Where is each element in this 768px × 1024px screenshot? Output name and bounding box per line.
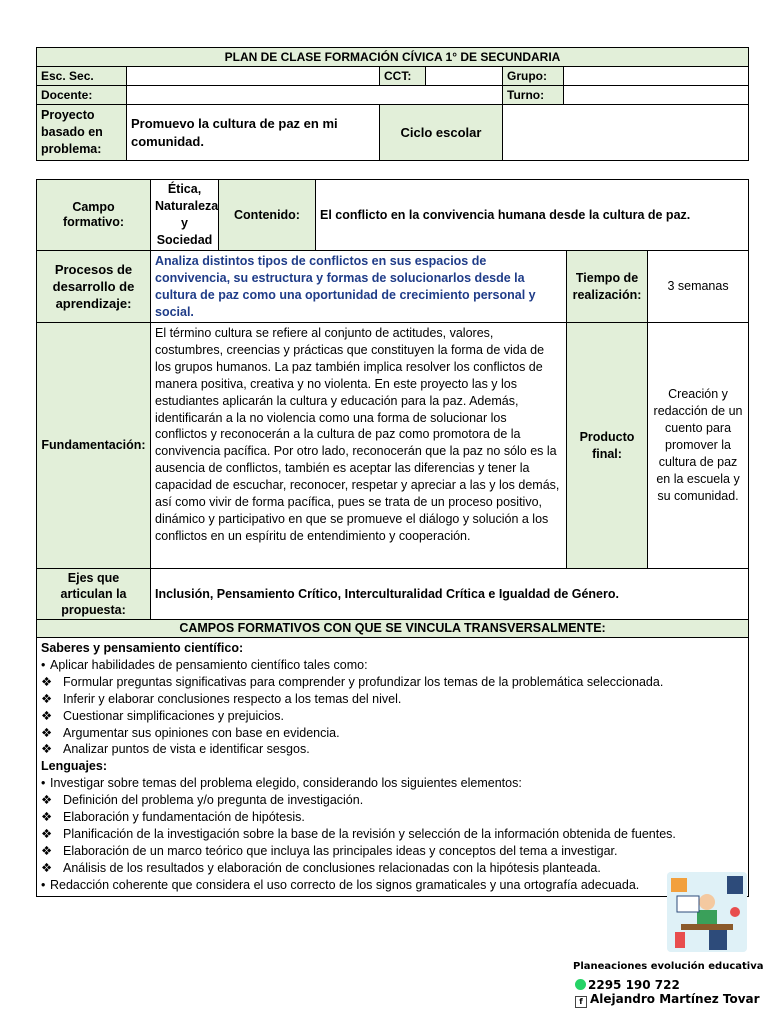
bullet-dot-icon: • bbox=[41, 877, 46, 892]
ciclo-field[interactable] bbox=[503, 105, 749, 161]
lenguajes-heading: Lenguajes: bbox=[41, 759, 107, 774]
plan-table bbox=[36, 179, 749, 897]
contenido-label: Contenido: bbox=[219, 180, 316, 251]
lenguajes-item bbox=[41, 843, 744, 860]
lenguajes-outro: Redacción coherente que considera el uso correcto de los signos gramaticales y una ortografía adecuada. bbox=[50, 877, 640, 892]
contenido-value: El conflicto en la convivencia humana desde la cultura de paz. bbox=[316, 180, 749, 251]
lenguajes-item-text: Elaboración de un marco teórico que incluya las principales ideas y conceptos del tema a investigar. bbox=[63, 843, 618, 858]
diamond-bullet-icon: ❖ bbox=[41, 742, 53, 757]
lenguajes-outro-line bbox=[41, 877, 744, 894]
grupo-label: Grupo: bbox=[503, 67, 564, 86]
saberes-item-text: Cuestionar simplificaciones y prejuicios. bbox=[63, 708, 284, 723]
classroom-illustration-icon bbox=[667, 872, 747, 952]
producto-value: Creación y redacción de un cuento para promover la cultura de paz en la escuela y su comunidad. bbox=[648, 323, 749, 569]
saberes-item-text: Analizar puntos de vista e identificar sesgos. bbox=[63, 742, 310, 757]
brand-name: Planeaciones evolución educativa bbox=[573, 961, 764, 972]
grupo-field[interactable] bbox=[564, 67, 749, 86]
saberes-item bbox=[41, 674, 744, 691]
diamond-bullet-icon: ❖ bbox=[41, 725, 53, 740]
tiempo-label: Tiempo de realización: bbox=[567, 251, 648, 323]
proyecto-value: Promuevo la cultura de paz en mi comunidad. bbox=[127, 105, 380, 161]
saberes-heading: Saberes y pensamiento científico: bbox=[41, 641, 244, 655]
saberes-item bbox=[41, 725, 744, 742]
lenguajes-item-text: Planificación de la investigación sobre la base de la revisión y selección de la información obtenida de fuentes. bbox=[63, 826, 676, 841]
campo-label: Campo formativo: bbox=[37, 180, 151, 251]
diamond-bullet-icon: ❖ bbox=[41, 691, 53, 706]
saberes-item-text: Argumentar sus opiniones con base en evidencia. bbox=[63, 725, 340, 740]
cct-label: CCT: bbox=[380, 67, 426, 86]
ciclo-label: Ciclo escolar bbox=[380, 105, 503, 161]
saberes-item-text: Formular preguntas significativas para comprender y profundizar los temas de la problemática seleccionada. bbox=[63, 674, 664, 689]
diamond-bullet-icon: ❖ bbox=[41, 793, 53, 808]
turno-field[interactable] bbox=[564, 86, 749, 105]
diamond-bullet-icon: ❖ bbox=[41, 708, 53, 723]
header-table bbox=[36, 47, 749, 161]
proyecto-label: Proyecto basado en problema: bbox=[37, 105, 127, 161]
diamond-bullet-icon: ❖ bbox=[41, 674, 53, 689]
facebook-icon: f bbox=[575, 996, 587, 1008]
saberes-intro-line bbox=[41, 657, 744, 674]
diamond-bullet-icon: ❖ bbox=[41, 826, 53, 841]
author-name: Alejandro Martínez Tovar bbox=[590, 992, 760, 1006]
author-line bbox=[575, 992, 760, 1008]
bullet-dot-icon: • bbox=[41, 776, 46, 791]
cct-field[interactable] bbox=[426, 67, 503, 86]
lenguajes-item bbox=[41, 809, 744, 826]
procesos-label: Procesos de desarrollo de aprendizaje: bbox=[37, 251, 151, 323]
esc-sec-label: Esc. Sec. bbox=[37, 67, 127, 86]
turno-label: Turno: bbox=[503, 86, 564, 105]
transversal-title: CAMPOS FORMATIVOS CON QUE SE VINCULA TRANSVERSALMENTE: bbox=[37, 620, 749, 638]
ejes-value: Inclusión, Pensamiento Crítico, Interculturalidad Crítica e Igualdad de Género. bbox=[151, 569, 749, 620]
phone-number: 2295 190 722 bbox=[588, 978, 680, 992]
phone-line bbox=[575, 978, 680, 992]
diamond-bullet-icon: ❖ bbox=[41, 810, 53, 825]
saberes-item bbox=[41, 741, 744, 758]
campo-value: Ética, Naturaleza y Sociedad bbox=[151, 180, 219, 251]
lenguajes-item-text: Definición del problema y/o pregunta de investigación. bbox=[63, 793, 364, 808]
lenguajes-item bbox=[41, 826, 744, 843]
producto-label: Producto final: bbox=[567, 323, 648, 569]
bullet-dot-icon: • bbox=[41, 657, 46, 672]
fundamentacion-label: Fundamentación: bbox=[37, 323, 151, 569]
ejes-label: Ejes que articulan la propuesta: bbox=[37, 569, 151, 620]
lenguajes-item-text: Análisis de los resultados y elaboración de conclusiones relacionadas con la hipótesis planteada. bbox=[63, 860, 601, 875]
docente-field[interactable] bbox=[127, 86, 503, 105]
plan-title: PLAN DE CLASE FORMACIÓN CÍVICA 1° DE SECUNDARIA bbox=[37, 48, 749, 67]
docente-label: Docente: bbox=[37, 86, 127, 105]
saberes-item bbox=[41, 691, 744, 708]
lenguajes-intro-line bbox=[41, 775, 744, 792]
saberes-intro: Aplicar habilidades de pensamiento científico tales como: bbox=[50, 657, 368, 672]
lenguajes-item-text: Elaboración y fundamentación de hipótesis. bbox=[63, 810, 305, 825]
saberes-item-text: Inferir y elaborar conclusiones respecto a los temas del nivel. bbox=[63, 691, 402, 706]
fundamentacion-text: El término cultura se refiere al conjunto de actitudes, valores, costumbres, creencias y prácticas que constituyen la forma de vida de los grupos humanos. La paz también implica resolver los conflictos de manera positiva, creativa y no violenta. En este proyecto las y los estudiantes aplicarán la cultura y educación para la paz. Además, identificarán a la no violencia como una forma de solucionar los conflictos y reconocerán a la cultura de paz como promotora de la convivencia pacífica. Por otro lado, reconocerán que la paz no sólo es la ausencia de conflictos, también es aceptar las diferencias y tener la capacidad de escuchar, reconocer, respetar y apreciar a las y los demás, así como vivir de forma pacífica, pues se trata de un proceso positivo, dinámico y participativo en que se promueve el diálogo y solución a los conflictos en un espíritu de entendimiento y cooperación. bbox=[151, 323, 567, 569]
lenguajes-intro: Investigar sobre temas del problema elegido, considerando los siguientes elementos: bbox=[50, 776, 522, 791]
whatsapp-icon bbox=[575, 979, 586, 990]
lenguajes-item bbox=[41, 792, 744, 809]
diamond-bullet-icon: ❖ bbox=[41, 860, 53, 875]
diamond-bullet-icon: ❖ bbox=[41, 843, 53, 858]
procesos-value: Analiza distintos tipos de conflictos en sus espacios de convivencia, su estructura y formas de solucionarlos desde la cultura de paz como una oportunidad de crecimiento personal y social. bbox=[151, 251, 567, 323]
brand-illustration bbox=[667, 872, 747, 952]
esc-sec-field[interactable] bbox=[127, 67, 380, 86]
lenguajes-item bbox=[41, 860, 744, 877]
saberes-item bbox=[41, 708, 744, 725]
tiempo-value: 3 semanas bbox=[648, 251, 749, 323]
transversal-body bbox=[37, 638, 749, 897]
